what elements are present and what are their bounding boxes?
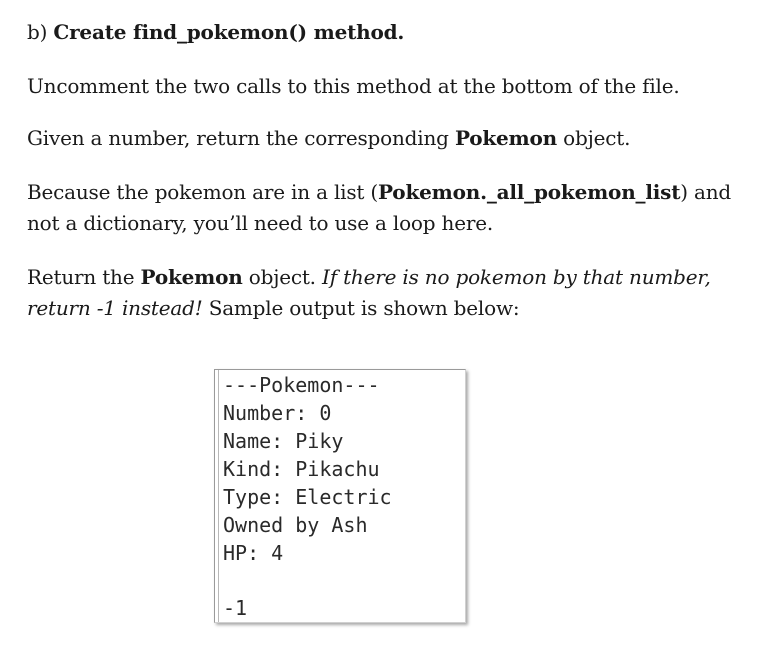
paragraph-return-line1 [27, 265, 711, 289]
p4-italic-line1: If there is no pokemon by that number, [322, 265, 711, 289]
paragraph-because-line1 [27, 180, 731, 204]
p4-pokemon-bold: Pokemon [140, 265, 243, 289]
paragraph-uncomment: Uncomment the two calls to this method at the bottom of the file. [27, 74, 680, 98]
p4-italic-line2: return -1 instead! [27, 296, 203, 320]
console-line-hp: HP: 4 [223, 541, 284, 565]
p3-text-pre: Because the pokemon are in a list ( [27, 180, 378, 204]
p4-text-mid: object. [242, 265, 323, 289]
console-line-result: -1 [223, 596, 248, 620]
p2-pokemon-bold: Pokemon [454, 126, 558, 150]
console-line-number: Number: 0 [223, 401, 332, 425]
sample-output-console [214, 369, 466, 623]
p4-text-post: Sample output is shown below: [202, 296, 520, 320]
console-line-owner: Owned by Ash [223, 513, 368, 537]
p3-list-name-bold: Pokemon._all_pokemon_list [378, 180, 681, 204]
console-left-rule [218, 370, 219, 622]
heading-prefix: b) [27, 20, 54, 44]
console-line-type: Type: Electric [223, 485, 392, 509]
paragraph-because-line2: not a dictionary, you’ll need to use a loop here. [27, 211, 494, 235]
p4-text-pre: Return the [27, 265, 141, 289]
console-line-header: ---Pokemon--- [223, 373, 380, 397]
paragraph-return-line2 [27, 296, 519, 320]
section-heading [27, 20, 404, 44]
console-line-name: Name: Piky [223, 429, 344, 453]
heading-title: Create find_pokemon() method. [53, 20, 405, 44]
paragraph-given-number [27, 126, 630, 150]
console-line-kind: Kind: Pikachu [223, 457, 380, 481]
p2-text-pre: Given a number, return the corresponding [27, 126, 455, 150]
p2-text-post: object. [557, 126, 631, 150]
p3-text-post: ) and [680, 180, 732, 204]
